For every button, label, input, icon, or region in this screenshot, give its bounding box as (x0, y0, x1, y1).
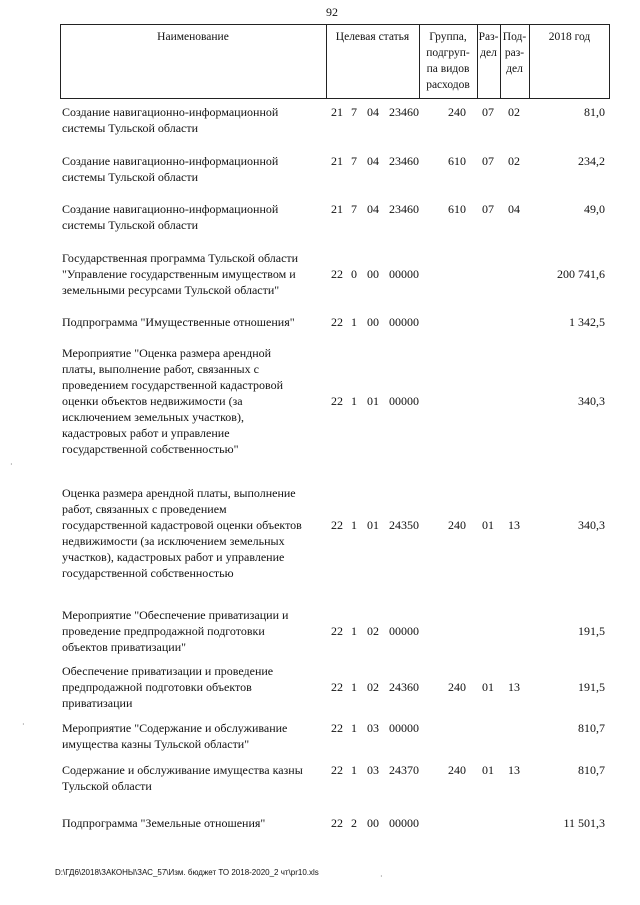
target-code-3: 02 (367, 624, 379, 638)
target-code-4: 23460 (389, 154, 419, 168)
subsection-cell: 02 (508, 105, 520, 119)
subsection-cell: 04 (508, 202, 520, 216)
amount-cell: 191,5 (578, 624, 605, 638)
amount-cell: 81,0 (584, 105, 605, 119)
target-code-3: 00 (367, 816, 379, 830)
amount-cell: 200 741,6 (557, 267, 605, 281)
header-name: Наименование (157, 31, 229, 43)
row-name: Создание навигационно-информационной системы Тульской области (62, 154, 279, 184)
target-code-2: 7 (351, 105, 357, 119)
target-code-1: 22 (331, 721, 343, 735)
target-code-1: 21 (331, 154, 343, 168)
target-code-2: 1 (351, 315, 357, 329)
target-code-4: 23460 (389, 202, 419, 216)
row-name: Содержание и обслуживание имущества казны Тульской области (62, 763, 303, 793)
target-code-4: 23460 (389, 105, 419, 119)
target-code-4: 24350 (389, 518, 419, 532)
subsection-cell: 13 (508, 518, 520, 532)
footer-path: D:\ГД6\2018\ЗАКОНЫ\ЗАС_57\Изм. бюджет ТО 2018-2020_2 чт\pr10.xls (55, 868, 319, 877)
row-name: Государственная программа Тульской области "Управление государственным имуществом и земельными ресурсами Тульской области" (62, 251, 299, 297)
scan-mark: · (22, 720, 25, 729)
row-name: Подпрограмма "Земельные отношения" (62, 816, 266, 830)
row-name: Обеспечение приватизации и проведение предпродажной подготовки объектов приватизации (62, 664, 274, 710)
target-code-1: 22 (331, 816, 343, 830)
subsection-cell: 13 (508, 763, 520, 777)
target-code-2: 2 (351, 816, 357, 830)
section-cell: 01 (482, 518, 494, 532)
amount-cell: 1 342,5 (569, 315, 605, 329)
target-code-2: 1 (351, 763, 357, 777)
target-code-1: 22 (331, 680, 343, 694)
row-name: Оценка размера арендной платы, выполнение работ, связанных с проведением государственной кадастровой оценки объектов недвижимости (за исключением земельных участков), кадастровых работ и управление государственной собственностью (62, 486, 302, 580)
group-cell: 240 (448, 680, 466, 694)
group-cell: 240 (448, 105, 466, 119)
row-name: Мероприятие "Содержание и обслуживание имущества казны Тульской области" (62, 721, 288, 751)
amount-cell: 810,7 (578, 763, 605, 777)
target-code-2: 1 (351, 680, 357, 694)
target-code-2: 1 (351, 721, 357, 735)
amount-cell: 810,7 (578, 721, 605, 735)
amount-cell: 11 501,3 (563, 816, 605, 830)
group-cell: 240 (448, 518, 466, 532)
target-code-4: 00000 (389, 267, 419, 281)
row-name: Подпрограмма "Имущественные отношения" (62, 315, 295, 329)
section-cell: 01 (482, 680, 494, 694)
amount-cell: 340,3 (578, 518, 605, 532)
target-code-3: 04 (367, 202, 379, 216)
row-name: Создание навигационно-информационной системы Тульской области (62, 202, 279, 232)
target-code-4: 00000 (389, 816, 419, 830)
target-code-1: 22 (331, 518, 343, 532)
target-code-3: 04 (367, 154, 379, 168)
target-code-3: 03 (367, 763, 379, 777)
section-cell: 07 (482, 154, 494, 168)
group-cell: 610 (448, 154, 466, 168)
target-code-3: 00 (367, 267, 379, 281)
section-cell: 07 (482, 202, 494, 216)
target-code-1: 22 (331, 763, 343, 777)
target-code-4: 00000 (389, 721, 419, 735)
target-code-1: 22 (331, 315, 343, 329)
row-name: Создание навигационно-информационной системы Тульской области (62, 105, 279, 135)
target-code-1: 21 (331, 202, 343, 216)
target-code-2: 0 (351, 267, 357, 281)
section-cell: 01 (482, 763, 494, 777)
row-name: Мероприятие "Оценка размера арендной платы, выполнение работ, связанных с проведением государственной кадастровой оценки объектов недвижимости (за исключением земельных участков), кадастровых работ и управление государственной собственностью" (62, 346, 284, 456)
scan-mark: · (380, 872, 383, 881)
target-code-3: 03 (367, 721, 379, 735)
target-code-3: 00 (367, 315, 379, 329)
amount-cell: 49,0 (584, 202, 605, 216)
amount-cell: 191,5 (578, 680, 605, 694)
header-section: Раз- дел (478, 31, 499, 59)
target-code-1: 22 (331, 394, 343, 408)
target-code-2: 7 (351, 154, 357, 168)
target-code-1: 21 (331, 105, 343, 119)
target-code-3: 01 (367, 518, 379, 532)
target-code-2: 1 (351, 518, 357, 532)
header-target: Целевая статья (335, 31, 410, 43)
target-code-2: 7 (351, 202, 357, 216)
subsection-cell: 13 (508, 680, 520, 694)
target-code-3: 04 (367, 105, 379, 119)
target-code-4: 24370 (389, 763, 419, 777)
subsection-cell: 02 (508, 154, 520, 168)
target-code-2: 1 (351, 394, 357, 408)
amount-cell: 340,3 (578, 394, 605, 408)
group-cell: 240 (448, 763, 466, 777)
header-subsection: Под- раз- дел (502, 31, 527, 75)
target-code-4: 00000 (389, 315, 419, 329)
page-number: 92 (326, 5, 338, 19)
target-code-1: 22 (331, 267, 343, 281)
header-year: 2018 год (548, 31, 591, 43)
target-code-4: 00000 (389, 394, 419, 408)
scan-mark: · (10, 460, 13, 469)
target-code-2: 1 (351, 624, 357, 638)
amount-cell: 234,2 (578, 154, 605, 168)
target-code-1: 22 (331, 624, 343, 638)
section-cell: 07 (482, 105, 494, 119)
target-code-3: 02 (367, 680, 379, 694)
target-code-4: 24360 (389, 680, 419, 694)
target-code-4: 00000 (389, 624, 419, 638)
row-name: Мероприятие "Обеспечение приватизации и проведение предпродажной подготовки объектов приватизации" (62, 608, 289, 654)
target-code-3: 01 (367, 394, 379, 408)
group-cell: 610 (448, 202, 466, 216)
header-group: Группа, подгруп- па видов расходов (426, 31, 470, 91)
